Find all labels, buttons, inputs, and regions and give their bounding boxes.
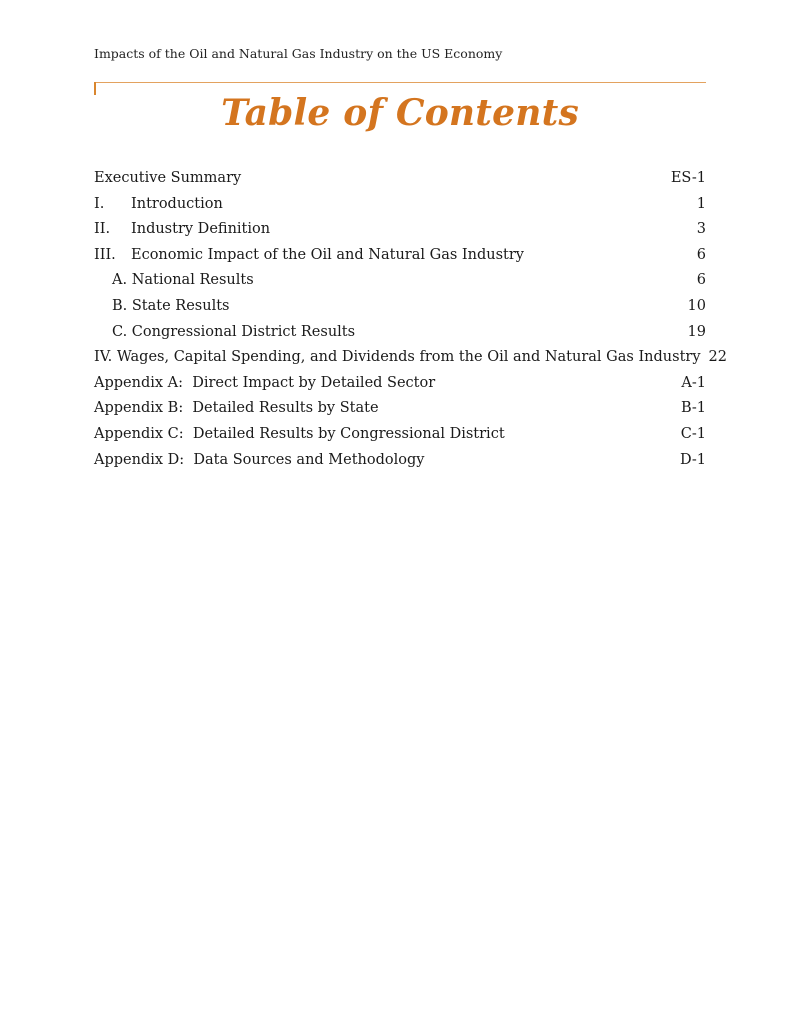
toc-entry-page: 10 (687, 297, 706, 314)
toc-entry-page: 6 (696, 246, 706, 263)
toc-entry-page: 22 (708, 349, 727, 366)
toc-entry-label: Appendix D: Data Sources and Methodology (94, 451, 425, 468)
toc-entry-page: 3 (696, 221, 706, 238)
toc-entry-label: B. State Results (112, 297, 230, 314)
toc-entry-page: 1 (696, 195, 706, 212)
toc-entry-number: II. (94, 221, 111, 238)
toc-entry-page: 19 (687, 323, 706, 340)
toc-entry-label: Industry Definition (131, 221, 271, 238)
toc-entry-page: B-1 (680, 400, 706, 417)
toc-entry-appendix-b[interactable] (94, 396, 706, 422)
toc-entry-number: III. (94, 246, 116, 263)
toc-entry-label: Appendix C: Detailed Results by Congressional District (94, 425, 505, 442)
toc-entry-appendix-a[interactable] (94, 371, 706, 397)
toc-entry-label: Introduction (131, 195, 223, 212)
toc-entry-label: C. Congressional District Results (112, 323, 356, 340)
toc-entry-page: ES-1 (670, 170, 706, 186)
toc-entry-introduction[interactable] (94, 192, 706, 218)
toc-entry-economic-impact[interactable] (94, 243, 706, 269)
running-header: Impacts of the Oil and Natural Gas Industry on the US Economy (94, 46, 503, 61)
toc-entry-label: IV. Wages, Capital Spending, and Dividends from the Oil and Natural Gas Industry (94, 349, 701, 366)
toc-entry-congressional-district-results[interactable] (94, 320, 706, 346)
toc-entry-page: C-1 (680, 425, 706, 442)
toc-entry-label: Appendix B: Detailed Results by State (94, 400, 379, 417)
toc-entry-industry-definition[interactable] (94, 217, 706, 243)
toc-entry-page: D-1 (679, 451, 706, 468)
toc-entry-label: Economic Impact of the Oil and Natural Gas Industry (131, 246, 524, 263)
toc-entry-page: 6 (696, 272, 706, 289)
toc-list (94, 166, 727, 473)
toc-entry-appendix-c[interactable] (94, 422, 706, 448)
toc-entry-label: Executive Summary (94, 170, 242, 186)
toc-entry-appendix-d[interactable] (94, 448, 706, 474)
toc-entry-number: I. (94, 195, 105, 212)
toc-entry-state-results[interactable] (94, 294, 706, 320)
toc-entry-page: A-1 (681, 374, 706, 391)
toc-entry-executive-summary[interactable] (94, 166, 706, 192)
toc-entry-national-results[interactable] (94, 268, 706, 294)
toc-entry-label: A. National Results (112, 272, 254, 289)
toc-entry-label: Appendix A: Direct Impact by Detailed Sector (94, 374, 436, 391)
header-rule (94, 82, 706, 83)
page-title: Table of Contents (221, 92, 579, 134)
toc-entry-wages-capital-dividends[interactable] (94, 345, 727, 371)
